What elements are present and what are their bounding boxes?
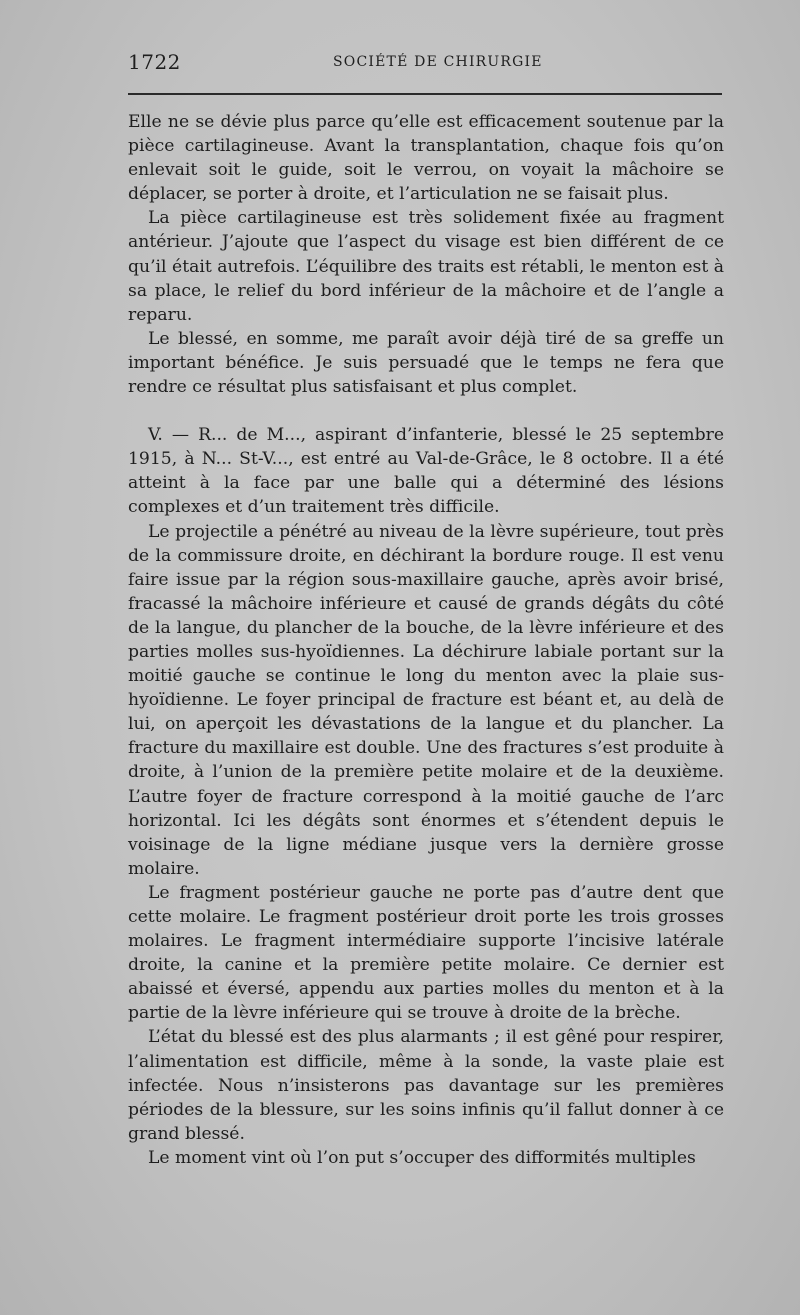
paragraph-1: Elle ne se dévie plus parce qu’elle est efficacement soutenue par la pièce cartilagineuse. Avant la transplantation, chaque fois qu’on enlevait soit le guide, soit le verrou, on voyait la mâchoire se déplacer, se porter à droite, et l’articulation ne se faisait plus. bbox=[128, 112, 724, 205]
paragraph-3: Le blessé, en somme, me paraît avoir déjà tiré de sa greffe un important bénéfice. Je suis persuadé que le temps ne fera que rendre ce résultat plus satisfaisant et plus complet. bbox=[128, 328, 724, 398]
paragraph-8: Le moment vint où l’on put s’occuper des difformités multiples bbox=[148, 1147, 696, 1168]
paragraph-2: La pièce cartilagineuse est très solidement fixée au fragment antérieur. J’ajoute que l’aspect du visage est bien différent de ce qu’il était autrefois. L’équilibre des traits est rétabli, le menton est à sa place, le relief du bord inférieur de la mâchoire et de l’angle a reparu. bbox=[128, 208, 724, 325]
case-v-heading-paragraph: V. — R... de M..., aspirant d’infanterie, blessé le 25 septembre 1915, à N... St-V..., est entré au Val-de-Grâce, le 8 octobre. Il a été atteint à la face par une balle qui a déterminé des lésions complexes et d’un traitement très difficile. bbox=[128, 425, 724, 518]
page-header bbox=[128, 50, 722, 80]
paragraph-6: Le fragment postérieur gauche ne porte pas d’autre dent que cette molaire. Le fragment postérieur droit porte les trois grosses molaires. Le fragment intermédiaire supporte l’incisive latérale droite, la canine et la première petite molaire. Ce dernier est abaissé et éversé, appendu aux parties molles du menton et à la partie de la lèvre inférieure qui se trouve à droite de la brèche. bbox=[128, 882, 724, 1024]
body-text bbox=[128, 110, 724, 1170]
paragraph-7: L’état du blessé est des plus alarmants ; il est gêné pour respirer, l’alimentation est difficile, même à la sonde, la vaste plaie est infectée. Nous n’insisterons pas davantage sur les premières périodes de la blessure, sur les soins infinis qu’il fallut donner à ce grand blessé. bbox=[128, 1027, 724, 1144]
header-rule bbox=[128, 93, 722, 95]
page-number: 1722 bbox=[128, 50, 181, 74]
paragraph-5: Le projectile a pénétré au niveau de la lèvre supérieure, tout près de la commissure droite, en déchirant la bordure rouge. Il est venu faire issue par la région sous-maxillaire gauche, après avoir brisé, fracassé la mâchoire inférieure et causé de grands dégâts du côté de la langue, du plancher de la bouche, de la lèvre inférieure et des parties molles sus-hyoïdiennes. La déchirure labiale portant sur la moitié gauche se continue le long du menton avec la plaie sus-hyoïdienne. Le foyer principal de fracture est béant et, au delà de lui, on aperçoit les dévastations de la langue et du plancher. La fracture du maxillaire est double. Une des fractures s’est produite à droite, à l’union de la première petite molaire et de la deuxième. L’autre foyer de fracture correspond à la moitié gauche de l’arc horizontal. Ici les dégâts sont énormes et s’étendent depuis le voisinage de la ligne médiane jusque vers la dernière grosse molaire. bbox=[128, 521, 724, 879]
running-head: SOCIÉTÉ DE CHIRURGIE bbox=[333, 54, 543, 70]
